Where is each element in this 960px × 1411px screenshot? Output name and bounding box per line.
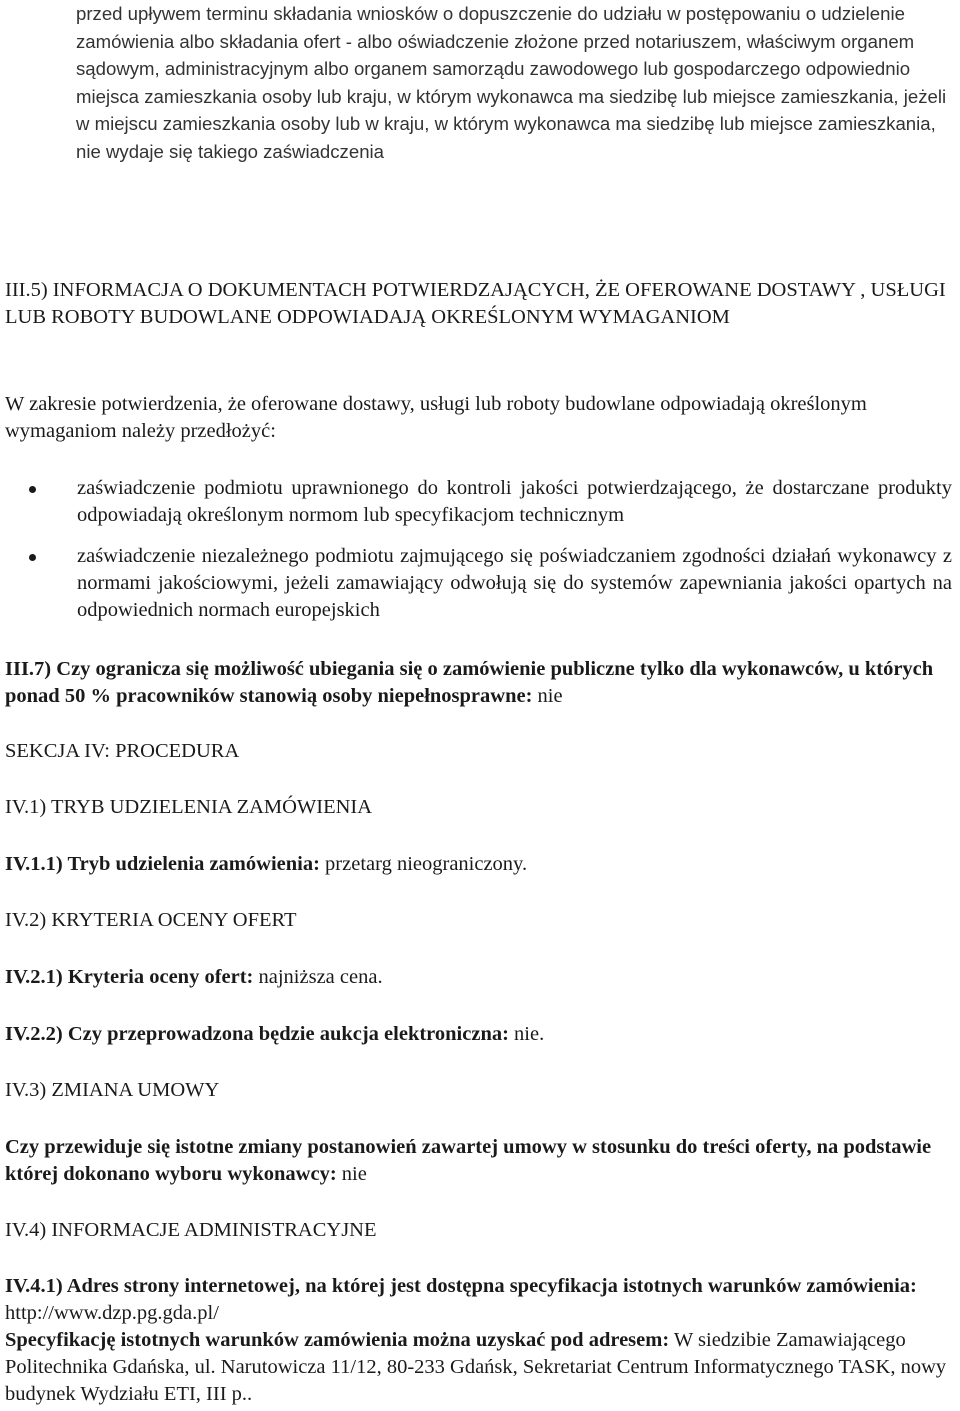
- section-iv-2-2: [5, 1021, 952, 1048]
- spec-pickup-value: W siedzibie Zamawiającego Politechnika Gdańska, ul. Narutowicza 11/12, 80-233 Gdańsk, Sekretariat Centrum Informatycznego TASK, nowy budynek Wydziału ETI, III p..: [5, 1329, 947, 1405]
- list-item-text: zaświadczenie niezależnego podmiotu zajmującego się poświadczaniem zgodności działań wykonawcy z normami jakościowymi, jeżeli zamawiający odwołują się do systemów zapewniania jakości opartych na odpowiednich normach europejskich: [77, 545, 952, 621]
- bullet-icon: [29, 486, 36, 493]
- section-iv-2-heading: IV.2) KRYTERIA OCENY OFERT: [5, 909, 297, 931]
- section-3-7-question: III.7) Czy ogranicza się możliwość ubiegania się o zamówienie publiczne tylko dla wykonawców, u których ponad 50 % pracowników stanowią osoby niepełnosprawne:: [5, 658, 934, 707]
- auction-value: nie.: [508, 1023, 545, 1045]
- list-item: [5, 475, 952, 529]
- section-iv-1-heading: IV.1) TRYB UDZIELENIA ZAMÓWIENIA: [5, 796, 373, 818]
- section-iv-4-1: [5, 1273, 952, 1408]
- section-iv-3-heading: IV.3) ZMIANA UMOWY: [5, 1079, 220, 1101]
- section-iv-2-1: [5, 964, 952, 991]
- section-3-7: [5, 656, 952, 710]
- criteria-value: najniższa cena.: [253, 966, 383, 988]
- section-3-5-heading: III.5) INFORMACJA O DOKUMENTACH POTWIERDZAJĄCYCH, ŻE OFEROWANE DOSTAWY , USŁUGI LUB ROBOTY BUDOWLANE ODPOWIADAJĄ OKREŚLONYM WYMAGANIOM: [5, 279, 946, 328]
- spec-address-label: IV.4.1) Adres strony internetowej, na której jest dostępna specyfikacja istotnych warunków zamówienia:: [5, 1275, 917, 1297]
- procedure-label: IV.1.1) Tryb udzielenia zamówienia:: [5, 853, 320, 875]
- auction-label: IV.2.2) Czy przeprowadzona będzie aukcja elektroniczna:: [5, 1023, 509, 1045]
- intro-paragraph: przed upływem terminu składania wniosków o dopuszczenie do udziału w postępowaniu o udzielenie zamówienia albo składania ofert - albo oświadczenie złożone przed notariuszem, właściwym organem sądowym, administracyjnym albo organem samorządu zawodowego lub gospodarczego odpowiednio miejsca zamieszkania osoby lub kraju, w którym wykonawca ma siedzibę lub miejsce zamieszkania, jeżeli w miejscu zamieszkania osoby lub w kraju, w którym wykonawca ma siedzibę lub miejsce zamieszkania, nie wydaje się takiego zaświadczenia: [76, 3, 947, 162]
- list-item: [5, 543, 952, 624]
- criteria-label: IV.2.1) Kryteria oceny ofert:: [5, 966, 254, 988]
- procedure-value: przetarg nieograniczony.: [319, 853, 528, 875]
- contract-change-answer: nie: [336, 1163, 367, 1185]
- spec-pickup-label: Specyfikację istotnych warunków zamówienia można uzyskać pod adresem:: [5, 1329, 670, 1351]
- contract-change-question: Czy przewiduje się istotne zmiany postanowień zawartej umowy w stosunku do treści oferty, na podstawie której dokonano wyboru wykonawcy:: [5, 1136, 932, 1185]
- list-item-text: zaświadczenie podmiotu uprawnionego do kontroli jakości potwierdzającego, że dostarczane produkty odpowiadają określonym normom lub specyfikacjom technicznym: [77, 477, 952, 526]
- spec-address-url: http://www.dzp.pg.gda.pl/: [5, 1302, 219, 1324]
- bullet-icon: [29, 554, 36, 561]
- section-iv-1-1: [5, 851, 952, 878]
- section-3-5-lead: W zakresie potwierdzenia, że oferowane dostawy, usługi lub roboty budowlane odpowiadają określonym wymaganiom należy przedłożyć:: [5, 393, 867, 442]
- section-iv-title: SEKCJA IV: PROCEDURA: [5, 740, 240, 762]
- section-iv-4-heading: IV.4) INFORMACJE ADMINISTRACYJNE: [5, 1219, 377, 1241]
- section-3-7-answer: nie: [532, 685, 563, 707]
- section-iv-3-question-block: [5, 1134, 952, 1188]
